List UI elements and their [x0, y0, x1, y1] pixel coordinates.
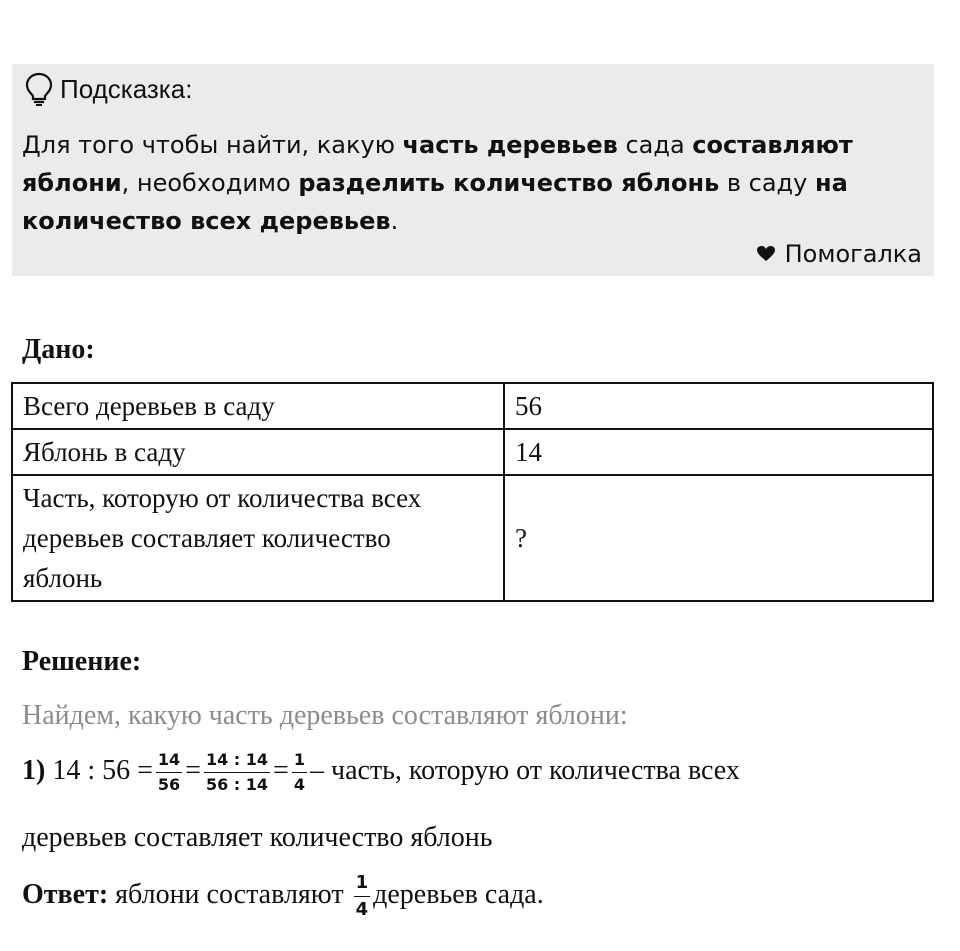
fraction-numerator: 1	[292, 750, 307, 773]
table-row	[12, 429, 933, 475]
step-number: 1)	[22, 754, 46, 786]
step-expression: 14 : 56 =	[52, 754, 153, 786]
table-row	[12, 383, 933, 429]
hint-text-part: , необходимо	[121, 169, 299, 197]
table-cell-value: ?	[504, 475, 933, 601]
table-cell-label: Яблонь в саду	[12, 429, 504, 475]
table-row	[12, 475, 933, 601]
fraction-numerator: 1	[354, 872, 371, 897]
step-text: – часть, которую от количества всех	[309, 754, 740, 786]
fraction-numerator: 14	[156, 750, 182, 773]
hint-text-bold: составляют яблони	[22, 131, 853, 197]
hint-text-part: в саду	[719, 169, 815, 197]
fraction-numerator: 14 : 14	[204, 750, 270, 773]
hint-text-part: .	[390, 207, 399, 235]
fraction-denominator: 56 : 14	[205, 775, 269, 794]
fraction-denominator: 4	[355, 899, 369, 920]
table-cell-label: Часть, которую от количества всех деревьев составляет количество яблонь	[12, 475, 504, 601]
table-cell-value: 56	[504, 383, 933, 429]
answer-text: яблони составляют	[108, 878, 351, 910]
answer-line	[22, 872, 544, 921]
hint-text	[22, 126, 912, 240]
hint-text-bold: на количество всех деревьев	[22, 169, 848, 235]
hint-text-bold: часть деревьев	[402, 131, 618, 159]
answer-label: Ответ:	[22, 878, 109, 910]
solution-step-1: 1) 14 : 56 = $\frac{14}{56}$ = $\frac{14 : 14}{56 : 14}$ = $\frac{1}{4}$ – часть, которую от количества всех	[22, 750, 740, 794]
fraction-denominator: 56	[157, 775, 181, 794]
solution-step-continuation: деревьев составляет количество яблонь	[22, 822, 493, 853]
fraction-denominator: 4	[293, 775, 305, 794]
solution-intro: Найдем, какую часть деревьев составляют яблони:	[22, 700, 628, 731]
table-cell-value: 14	[504, 429, 933, 475]
hint-text-part: Для того чтобы найти, какую	[22, 131, 403, 159]
hint-header	[24, 72, 192, 106]
hint-title: Подсказка:	[60, 73, 193, 104]
answer-text: деревьев сада.	[373, 878, 544, 910]
hint-text-bold: разделить количество яблонь	[298, 169, 720, 197]
given-heading: Дано:	[22, 334, 95, 365]
solution-heading: Решение:	[22, 646, 142, 677]
hint-text-part: сада	[617, 131, 693, 159]
lightbulb-icon	[24, 72, 54, 106]
hint-box	[12, 64, 934, 276]
hint-signature	[757, 240, 922, 268]
fraction	[292, 750, 307, 795]
heart-icon	[757, 246, 775, 262]
fraction	[156, 750, 182, 795]
signature-label: Помогалка	[784, 240, 922, 268]
answer-fraction	[354, 872, 371, 921]
fraction	[204, 750, 270, 795]
given-table	[11, 382, 934, 602]
table-cell-label: Всего деревьев в саду	[12, 383, 504, 429]
